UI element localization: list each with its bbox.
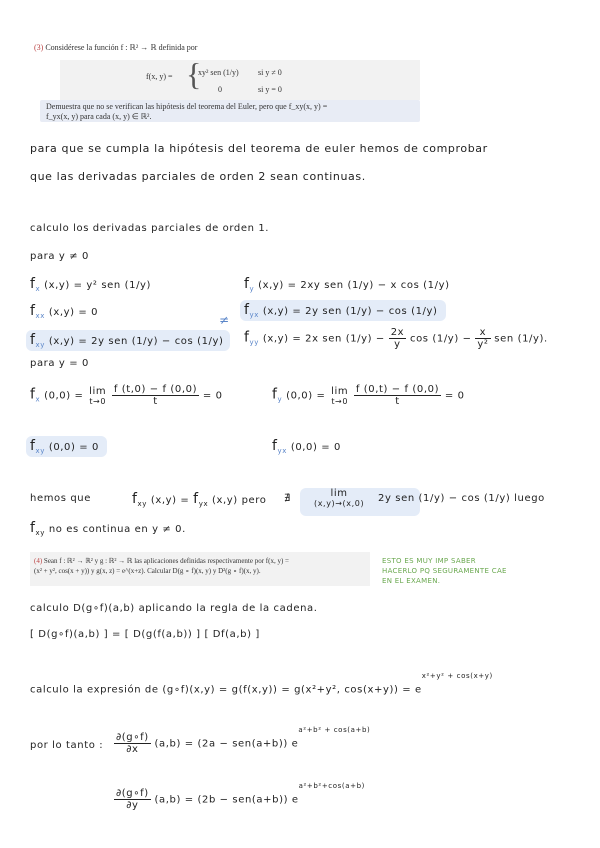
fy00-expr: (0,0) = <box>286 390 326 402</box>
fxy00-label: f <box>30 438 36 454</box>
conclusion-hemos: hemos que <box>30 493 91 504</box>
piecewise-formula-box <box>60 56 420 100</box>
conc-lim-sub: (x,y)→(x,0) <box>314 499 365 508</box>
fy00-row <box>272 384 465 407</box>
problem-4-number: (4) <box>34 557 43 565</box>
fyx-label: f <box>244 302 250 318</box>
fyy-expr-c: sen (1/y). <box>494 333 548 345</box>
fx00-expr: (0,0) = <box>44 390 84 402</box>
problem-4-line-2: (x² + y², cos(x + y)) y g(x, z) = e^(x+z). Calcular D(g ∘ f)(x, y) y D²(g ∘ f)(x, y). <box>34 567 261 575</box>
fyy-expr-b: cos (1/y) − <box>409 333 472 345</box>
neq-sign: ≠ <box>219 313 230 327</box>
fy-row <box>244 276 450 293</box>
fxx-row <box>30 303 98 320</box>
case-1-expr: xy² sen (1/y) <box>198 68 239 77</box>
intro-line-1: para que se cumpla la hipótesis del teorema de euler hemos de comprobar <box>30 142 488 155</box>
intro-line-2: que las derivadas parciales de orden 2 sean continuas. <box>30 170 366 183</box>
conc-fyx-sub: yx <box>198 500 209 508</box>
conc-fxy-label: f <box>132 491 138 507</box>
conc-eq: (x,y) = <box>150 495 190 506</box>
conc-fyx-label: f <box>193 491 199 507</box>
deriv-y-frac: $\frac{\partial(g\circ f)}{\partial y}$ <box>116 788 149 811</box>
conc2-fxy-label: f <box>30 520 36 536</box>
calc2-line-3-text: calculo la expresión de (g∘f)(x,y) = g(f(x,y)) = g(x²+y², cos(x+y)) = e <box>30 684 422 696</box>
fx-row <box>30 276 151 293</box>
fxy-sub: xy <box>35 341 46 349</box>
demo-line-1: Demuestra que no se verifican las hipótesis del teorema del Euler, pero que f_xy(x, y) = <box>46 102 328 111</box>
fyy-row <box>244 327 548 350</box>
fyx00-sub: yx <box>277 447 288 455</box>
problem-3-block <box>34 42 422 53</box>
fxy00-expr: (0,0) = 0 <box>48 442 100 453</box>
fx-sub: x <box>35 285 41 293</box>
conc-lim-word: lim <box>330 488 348 499</box>
fy00-frac: $\frac{f (0,t) - f (0,0)}{t}$ <box>355 384 440 407</box>
fy-sub: y <box>249 285 255 293</box>
fyy-frac-2: $\frac{x}{\text{y²}}$ <box>477 327 489 350</box>
conc2-text: no es continua en y ≠ 0. <box>48 524 186 535</box>
calc2-line-3-sup: x²+y² + cos(x+y) <box>421 672 493 680</box>
conc-lim <box>312 488 366 508</box>
fxx-expr: (x,y) = 0 <box>48 307 99 318</box>
conc-pero: (x,y) pero <box>211 495 267 506</box>
para-y-eq-0: para y = 0 <box>30 358 89 369</box>
fxy-expr: (x,y) = 2y sen (1/y) − cos (1/y) <box>48 336 224 347</box>
conc-fxy-sub: xy <box>137 500 148 508</box>
conclusion-line-2 <box>30 520 186 537</box>
demo-line-2: f_yx(x, y) para cada (x, y) ∈ ℝ². <box>46 112 152 121</box>
deriv-y-row <box>114 782 365 811</box>
case-1-cond: si y ≠ 0 <box>258 68 282 77</box>
func-lhs: f(x, y) = <box>146 72 173 81</box>
fx00-label: f <box>30 386 36 403</box>
calc1-heading: calculo los derivadas parciales de orden 1. <box>30 223 270 234</box>
fxy-row <box>26 330 230 351</box>
conc2-fxy-sub: xy <box>35 529 46 537</box>
deriv-y-sup: a²+b²+cos(a+b) <box>298 782 365 791</box>
conclusion-fxy <box>132 491 267 508</box>
fy00-eq0: = 0 <box>444 390 465 402</box>
fyx-row <box>240 300 446 321</box>
fyy-frac-1: $\frac{2x}{y}$ <box>390 327 405 350</box>
deriv-y-expr: (a,b) = (2b − sen(a+b)) e <box>154 794 299 806</box>
fx00-sub: x <box>35 395 41 404</box>
para-y-neq-0: para y ≠ 0 <box>30 251 89 262</box>
problem-4-text <box>34 556 370 576</box>
fy00-lim: lim t→0 <box>331 385 349 406</box>
exam-note <box>382 556 507 586</box>
problem-4-line-1: Sean f : ℝ² → ℝ² y g : ℝ² → ℝ las aplicaciones definidas respectivamente por f(x, y) = <box>43 557 289 565</box>
fxy-label: f <box>30 332 36 348</box>
fyx-sub: yx <box>249 311 260 319</box>
fxy00-sub: xy <box>35 447 46 455</box>
fxx-sub: xx <box>35 312 46 320</box>
deriv-x-expr: (a,b) = (2a − sen(a+b)) e <box>154 738 299 750</box>
fx-expr: (x,y) = y² sen (1/y) <box>44 280 152 291</box>
fx00-row <box>30 384 223 407</box>
fxx-label: f <box>30 303 36 319</box>
por-lo-tanto: por lo tanto : <box>30 740 104 751</box>
exam-note-line-3: EN EL EXAMEN. <box>382 577 441 585</box>
problem-3-number: (3) <box>34 43 44 52</box>
fx-label: f <box>30 276 36 292</box>
case-2-expr: 0 <box>218 85 222 94</box>
no-exists-sign: ∄ <box>284 493 291 504</box>
deriv-x-sup: a²+b² + cos(a+b) <box>298 726 371 735</box>
calc2-line-2: [ D(g∘f)(a,b) ] = [ D(g(f(a,b)) ] [ Df(a,b) ] <box>30 629 260 640</box>
exam-note-line-2: HACERLO PQ SEGURAMENTE CAE <box>382 567 507 575</box>
fy00-label: f <box>272 386 278 403</box>
fx00-eq0: = 0 <box>202 390 223 402</box>
deriv-x-frac: $\frac{\partial(g\circ f)}{\partial x}$ <box>116 732 149 755</box>
problem-3-statement: Considérese la función f : ℝ² → ℝ definida por <box>45 43 198 52</box>
calc2-line-1: calculo D(g∘f)(a,b) aplicando la regla de la cadena. <box>30 603 318 614</box>
fyy-sub: yy <box>249 338 260 347</box>
case-2-cond: si y = 0 <box>258 85 282 94</box>
calc2-line-3 <box>30 672 493 696</box>
fyx00-row <box>272 438 341 455</box>
fyx00-label: f <box>272 438 278 454</box>
fxy00-row <box>26 436 107 457</box>
fyy-label: f <box>244 329 250 346</box>
exam-note-line-1: ESTO ES MUY IMP SABER <box>382 557 476 565</box>
fy-expr: (x,y) = 2xy sen (1/y) − x cos (1/y) <box>258 280 450 291</box>
fyx00-expr: (0,0) = 0 <box>290 442 342 453</box>
fyy-expr-a: (x,y) = 2x sen (1/y) − <box>262 333 385 345</box>
conc-lim-expr: 2y sen (1/y) − cos (1/y) luego <box>378 493 545 504</box>
fy00-sub: y <box>277 395 283 404</box>
fx00-frac: $\frac{f (t,0) - f (0,0)}{t}$ <box>113 384 198 407</box>
brace-icon: { <box>186 56 202 92</box>
fy-label: f <box>244 276 250 292</box>
fx00-lim: lim t→0 <box>89 385 107 406</box>
fyx-expr: (x,y) = 2y sen (1/y) − cos (1/y) <box>262 306 438 317</box>
deriv-x-row <box>114 726 371 755</box>
